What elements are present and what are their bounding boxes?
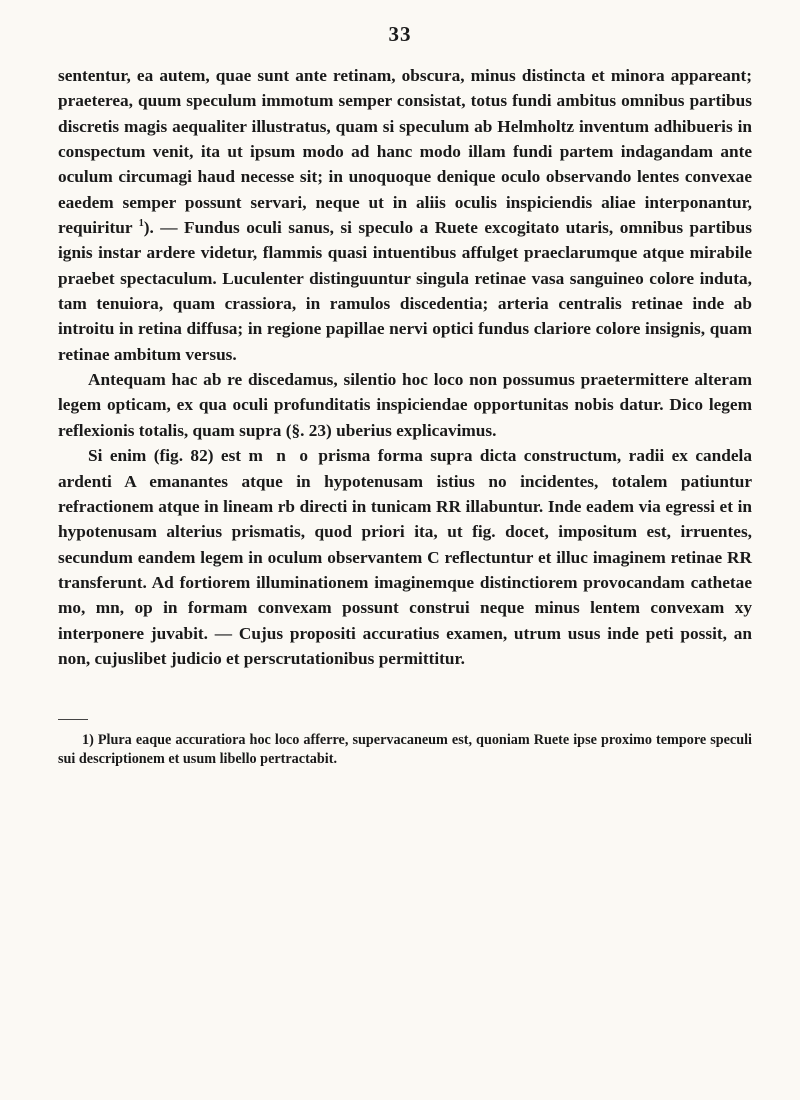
paragraph-2-text: Antequam hac ab re discedamus, silentio hoc loco non possumus praetermittere alteram legem opticam, ex qua oculi profunditatis inspiciendae opportunitas nobis datur. Dico legem reflexionis totalis, quam supra (§. 23) uberius explicavimus. [58,370,752,440]
prism-label: m n o [248,446,311,466]
paragraph-2 [58,367,752,443]
footnote-paragraph [58,731,752,769]
footnote-text: Plura eaque accuratiora hoc loco afferre, supervacaneum est, quoniam Ruete ipse proximo tempore speculi sui descriptionem et usum libello pertractabit. [58,732,752,767]
page-number: 33 [388,22,412,46]
paragraph-3-lead: Si enim (fig. 82) est [88,446,242,466]
body-text [58,63,752,671]
paragraph-1: sententur, ea autem, quae sunt ante retinam, obscura, minus distincta et minora appareant; praeterea, quum speculum immotum semper consistat, totus fundi ambitus omnibus partibus discretis magis aequaliter illustratus, quam si speculum ab Helmholtz inventum adhibueris in conspectum venit, ita ut ipsum modo ad hanc modo illam fundi partem indagandam ante oculum circumagi haud necesse sit; in unoquoque denique oculo observando lentes convexae eaedem semper possunt servari, neque ut in aliis oculis inspiciendis aliae interponantur, requiritur $^1$). — Fundus oculi sanus, si speculo a Ruete excogitato utaris, omnibus partibus ignis instar ardere videtur, flammis quasi intuentibus affulget praeclarumque atque mirabile praebet spectaculum. Luculenter distinguuntur singula retinae vasa sanguineo colore induta, tam tenuiora, quam crassiora, in ramulos discedentia; arteria centralis retinae inde ab introitu in retina diffusa; in regione papillae nervi optici fundus clariore colore insignis, quam retinae ambitum versus. [58,66,752,364]
paragraph-1-tail: . — Fundus oculi sanus, si speculo a Ruete excogitato utaris, omnibus partibus ignis instar ardere videtur, flammis quasi intuentibus affulget praeclarumque atque mirabile praebet spectaculum. Luculenter distinguuntur singula retinae vasa sanguineo colore induta, tam tenuiora, quam crassiora, in ramulos discedentia; arteria centralis retinae inde ab introitu in retina diffusa; in regione papillae nervi optici fundus clariore colore insignis, quam retinae ambitum versus. [58,218,752,364]
footnote-divider [58,719,88,720]
footnote [58,731,752,769]
paragraph-1-text: sententur, ea autem, quae sunt ante retinam, obscura, minus distincta et minora appareant; praeterea, quum speculum immotum semper consistat, totus fundi ambitus omnibus partibus discretis magis aequaliter illustratus, quam si speculum ab Helmholtz inventum adhibueris in conspectum venit, ita ut ipsum modo ad hanc modo illam fundi partem indagandam ante oculum circumagi haud necesse sit; in unoquoque denique oculo observando lentes convexae eaedem semper possunt servari, neque ut in aliis oculis inspiciendis aliae interponantur, requiritur [58,66,752,238]
paragraph-3-text: prisma forma supra dicta constructum, radii ex candela ardenti A emanantes atque in hypotenusam istius no incidentes, totalem patiuntur refractionem atque in lineam rb directi in tunicam RR illabuntur. Inde eadem via egressi et in hypotenusam alterius prismatis, quod priori ita, ut fig. docet, impositum est, irruentes, secundum eandem legem in oculum observantem C reflectuntur et illuc imaginem retinae RR transferunt. Ad fortiorem illuminationem imaginemque distinctiorem provocandam cathetae mo, mn, op in formam convexam possunt construi neque minus lentem convexam xy interponere juvabit. — Cujus propositi accuratius examen, utrum usus inde peti possit, an non, cujuslibet judicio et perscrutationibus permittitur. [58,446,752,668]
footnote-marker: 1) [82,732,94,748]
paragraph-3 [58,443,752,671]
footnote-reference[interactable]: 1 [138,218,144,230]
